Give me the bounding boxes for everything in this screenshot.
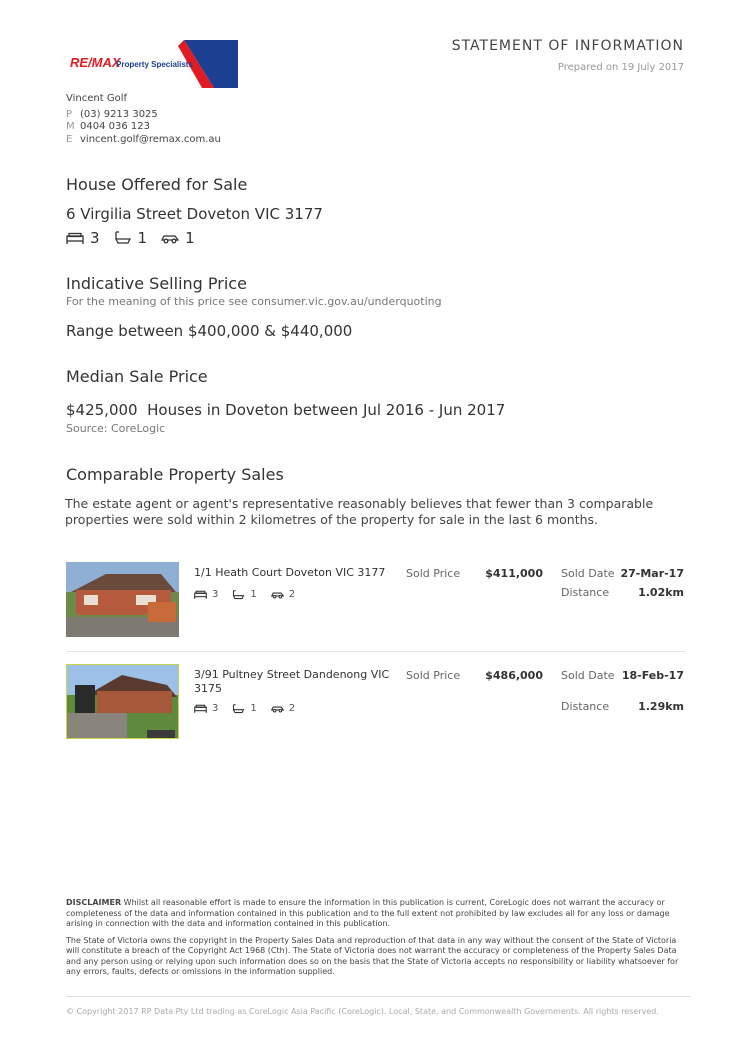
logo-graphic <box>66 40 238 88</box>
comparable-beds <box>194 589 218 600</box>
offered-beds <box>66 229 100 247</box>
bath-icon <box>114 231 132 245</box>
email-label: E <box>66 133 73 145</box>
comparable-beds <box>194 703 218 714</box>
median-line: $425,000 Houses in Doveton between Jul 2016 - Jun 2017 <box>66 401 506 419</box>
property-photo <box>66 664 179 739</box>
comparable-cars-count: 2 <box>288 703 296 714</box>
comparable-cars <box>271 589 295 600</box>
footer-divider <box>66 996 690 997</box>
disclaimer-text-2: The State of Victoria owns the copyright in the Property Sales Data and reproduction of that data in any way without the consent of the State of Victoria will constitute a breach of the Copyright Act 1968 (Cth). The State of Victoria does not warrant the accuracy or completeness of the Property Sales Data and any person using or relying upon such information does so on the basis that the State of Victoria accepts no responsibility or liability whatsoever for any errors, faults, defects or omissions in the information supplied. <box>66 935 679 976</box>
sold-price: $486,000 <box>485 669 543 682</box>
comparable-cars-count: 2 <box>288 589 296 600</box>
comparable-paragraph <box>65 496 705 528</box>
distance-value: 1.02km <box>638 586 684 599</box>
document-title: STATEMENT OF INFORMATION <box>451 38 684 54</box>
car-icon <box>271 704 284 713</box>
sold-price-label: Sold Price <box>406 567 461 580</box>
agent-contact <box>66 93 221 146</box>
comparable-baths <box>232 703 256 714</box>
bed-icon <box>194 590 207 599</box>
bed-icon <box>66 232 84 244</box>
property-photo <box>66 562 179 637</box>
disclaimer-text-1: Whilst all reasonable effort is made to ensure the information in this publication is current, CoreLogic does not warrant the accuracy or completeness of the data and information contained in this publication and to the full extent not prohibited by law excludes all for any loss or damage arising in connection with the data and information contained in this publication. <box>66 898 670 928</box>
car-icon <box>161 232 179 244</box>
distance-value: 1.29km <box>638 700 684 713</box>
remax-logo <box>66 40 238 88</box>
offered-baths <box>114 229 148 247</box>
indicative-note: For the meaning of this price see consumer.vic.gov.au/underquoting <box>66 295 442 308</box>
copyright: © Copyright 2017 RP Data Pty Ltd trading as CoreLogic Asia Pacific (CoreLogic). Local, State, and Commonwealth Governments. All rights reserved. <box>66 1007 659 1016</box>
sold-date: 18-Feb-17 <box>621 669 684 682</box>
comparable-cars <box>271 703 295 714</box>
comparable-features <box>194 589 309 600</box>
disclaimer-p1 <box>66 898 686 930</box>
bath-icon <box>232 590 245 600</box>
agent-name: Vincent Golf <box>66 93 127 104</box>
comparable-baths <box>232 589 256 600</box>
bath-icon <box>232 704 245 714</box>
car-icon <box>271 590 284 599</box>
median-source: Source: CoreLogic <box>66 422 166 435</box>
phone-label: P <box>66 108 73 120</box>
comparable-item[interactable] <box>66 562 686 642</box>
comparable-item[interactable] <box>66 664 686 744</box>
offered-features <box>66 229 209 247</box>
comparable-divider <box>66 651 686 652</box>
comparable-baths-count: 1 <box>250 703 257 714</box>
sold-date-label: Sold Date <box>561 669 615 682</box>
offered-cars-count: 1 <box>185 229 195 247</box>
sold-price: $411,000 <box>485 567 543 580</box>
sold-date: 27-Mar-17 <box>620 567 684 580</box>
sold-date-label: Sold Date <box>561 567 615 580</box>
comparable-baths-count: 1 <box>250 589 257 600</box>
disclaimer-label: DISCLAIMER <box>66 898 122 907</box>
prepared-date: Prepared on 19 July 2017 <box>557 62 684 73</box>
mobile-label: M <box>66 121 75 132</box>
agent-mobile[interactable]: 0404 036 123 <box>80 121 150 132</box>
distance-label: Distance <box>561 700 610 713</box>
comparable-beds-count: 3 <box>212 703 219 714</box>
logo-remax-text: RE/MAX <box>70 55 121 70</box>
comparable-beds-count: 3 <box>212 589 219 600</box>
offered-baths-count: 1 <box>137 229 148 247</box>
logo-tagline: Property Specialists <box>116 60 193 69</box>
comparable-paragraph-line2: properties were sold within 2 kilometres of the property for sale in the last 6 months. <box>65 512 599 527</box>
sold-price-label: Sold Price <box>406 669 461 682</box>
comparable-address[interactable]: 1/1 Heath Court Doveton VIC 3177 <box>194 566 386 579</box>
distance-label: Distance <box>561 586 610 599</box>
comparable-address[interactable]: 3/91 Pultney Street Dandenong VIC 3175 <box>194 668 390 695</box>
comparable-features <box>194 703 309 714</box>
median-heading: Median Sale Price <box>66 367 208 386</box>
bed-icon <box>194 704 207 713</box>
offered-beds-count: 3 <box>90 229 100 247</box>
offered-heading: House Offered for Sale <box>66 175 248 194</box>
disclaimer <box>66 898 686 978</box>
comparable-heading: Comparable Property Sales <box>66 465 284 484</box>
offered-cars <box>161 229 195 247</box>
comparable-paragraph-line1: The estate agent or agent's representative reasonably believes that fewer than 3 comparable <box>65 496 654 511</box>
agent-phone[interactable]: (03) 9213 3025 <box>80 108 158 120</box>
agent-email[interactable]: vincent.golf@remax.com.au <box>80 133 221 145</box>
indicative-heading: Indicative Selling Price <box>66 274 247 293</box>
indicative-range: Range between $400,000 & $440,000 <box>66 322 353 340</box>
offered-address: 6 Virgilia Street Doveton VIC 3177 <box>66 205 323 223</box>
